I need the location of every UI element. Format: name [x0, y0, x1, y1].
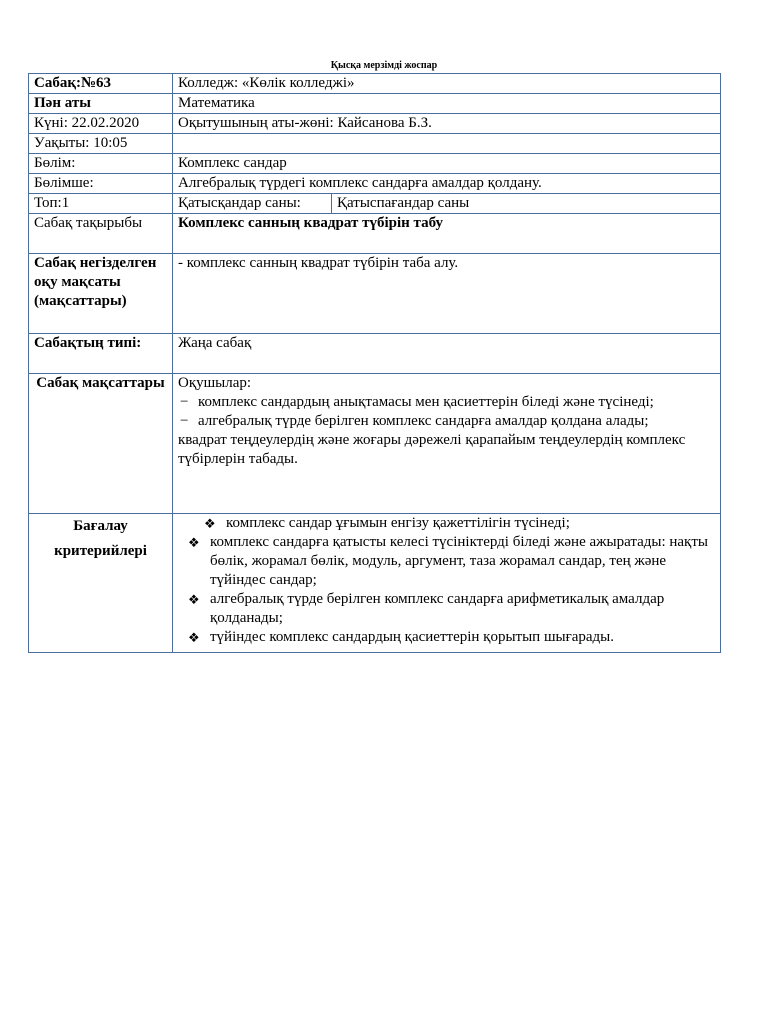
- goal-text: алгебралық түрде берілген комплекс сандарға амалдар қолдана алады;: [198, 413, 649, 429]
- table-row: [29, 214, 721, 254]
- lesson-plan-table: [28, 73, 721, 653]
- topic-label: Сабақ тақырыбы: [29, 214, 173, 254]
- lesson-goals-cell: [173, 374, 721, 514]
- table-row: [29, 114, 721, 134]
- college-value: Колледж: «Көлік колледжі»: [173, 74, 721, 94]
- subsection-label: Бөлімше:: [29, 174, 173, 194]
- table-row: [29, 374, 721, 514]
- list-item: [178, 533, 715, 590]
- subsection-value: Алгебралық түрдегі комплекс сандарға амалдар қолдану.: [173, 174, 721, 194]
- learning-objectives-label: Сабақ негізделген оқу мақсаты (мақсаттары): [29, 254, 173, 334]
- table-row: [29, 194, 721, 214]
- list-item: [178, 393, 715, 412]
- section-label: Бөлім:: [29, 154, 173, 174]
- lesson-goals-closing: квадрат теңдеулердің және жоғары дәрежелі қарапайым теңдеулердің комплекс түбірлерін табады.: [178, 432, 686, 467]
- criteria-label-line1: Бағалау: [73, 518, 128, 534]
- list-item: [178, 628, 715, 647]
- date-label: Күні: 22.02.2020: [29, 114, 173, 134]
- list-item: [178, 590, 715, 628]
- absent-count-label: Қатыспағандар саны: [337, 195, 470, 211]
- present-count-label: Қатысқандар саны:: [173, 194, 332, 213]
- teacher-value: Оқытушының аты-жөні: Кайсанова Б.З.: [173, 114, 721, 134]
- list-item: [178, 514, 715, 533]
- time-label: Уақыты: 10:05: [29, 134, 173, 154]
- subject-label: Пән аты: [29, 94, 173, 114]
- table-row: [29, 174, 721, 194]
- table-row: [29, 134, 721, 154]
- criterion-text: комплекс сандар ұғымын енгізу қажеттілігін түсінеді;: [226, 515, 570, 531]
- lesson-goals-label: Сабақ мақсаттары: [29, 374, 173, 514]
- criteria-label: [29, 514, 173, 653]
- diamond-bullet-icon: ❖: [188, 592, 200, 607]
- table-row: [29, 254, 721, 334]
- list-item: [178, 412, 715, 431]
- goal-text: комплекс сандардың анықтамасы мен қасиеттерін біледі және түсінеді;: [198, 394, 654, 410]
- learning-objectives-value: - комплекс санның квадрат түбірін таба алу.: [173, 254, 721, 334]
- attendance-cell: [173, 194, 721, 214]
- criteria-label-line2: критерийлері: [54, 543, 147, 559]
- subject-value: Математика: [173, 94, 721, 114]
- lesson-type-label: Сабақтың типі:: [29, 334, 173, 374]
- table-row: [29, 74, 721, 94]
- table-row: [29, 154, 721, 174]
- dash-bullet-icon: −: [180, 394, 189, 410]
- lesson-number-label: Сабақ:№63: [29, 74, 173, 94]
- lesson-goals-intro: Оқушылар:: [178, 375, 252, 391]
- section-value: Комплекс сандар: [173, 154, 721, 174]
- table-row: [29, 94, 721, 114]
- topic-value: Комплекс санның квадрат түбірін табу: [173, 214, 721, 254]
- group-label: Топ:1: [29, 194, 173, 214]
- criteria-cell: [173, 514, 721, 653]
- criterion-text: алгебралық түрде берілген комплекс сандарға арифметикалық амалдар қолданады;: [210, 591, 665, 626]
- time-value: [173, 134, 721, 154]
- lesson-goals-list: [178, 393, 715, 431]
- dash-bullet-icon: −: [180, 413, 189, 429]
- diamond-bullet-icon: ❖: [188, 630, 200, 645]
- diamond-bullet-icon: ❖: [204, 516, 216, 531]
- page-title: Қысқа мерзімді жоспар: [330, 60, 438, 71]
- criterion-text: түйіндес комплекс сандардың қасиеттерін қорытып шығарады.: [210, 629, 615, 645]
- table-row: [29, 514, 721, 653]
- diamond-bullet-icon: ❖: [188, 535, 200, 550]
- lesson-type-value: Жаңа сабақ: [173, 334, 721, 374]
- table-row: [29, 334, 721, 374]
- criteria-list: [178, 514, 715, 647]
- criterion-text: комплекс сандарға қатысты келесі түсініктерді біледі және ажыратады: нақты бөлік, жорамал бөлік, модуль, аргумент, таза жорамал сандар, тең және түйіндес сандар;: [210, 534, 708, 588]
